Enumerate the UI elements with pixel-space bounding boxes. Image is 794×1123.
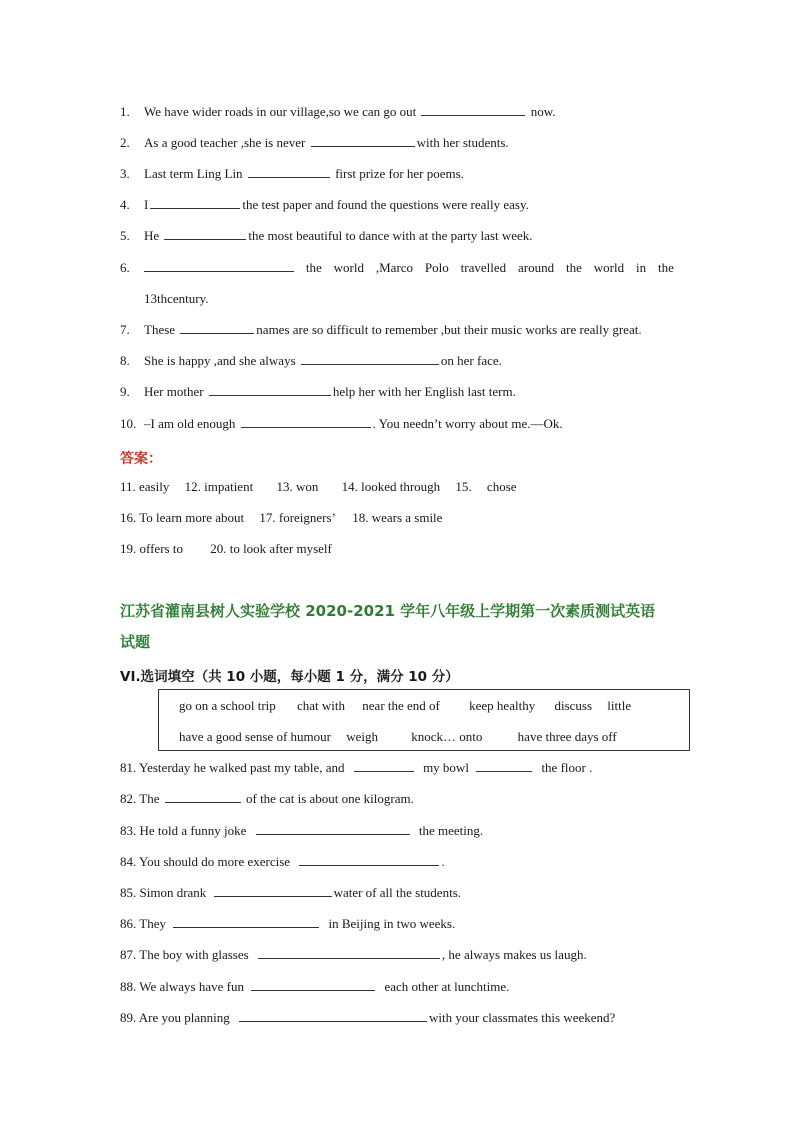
word-option: keep healthy (469, 698, 536, 713)
answers-row-1: 11. easily 12. impatient 13. won 14. looked through 15. chose (120, 479, 517, 494)
question-3: 3. Last term Ling Lin first prize for her poems. (120, 166, 464, 181)
answer-blank[interactable] (251, 979, 375, 991)
word-option: near the end of (362, 698, 440, 713)
answer-blank[interactable] (239, 1010, 427, 1022)
question-86: 86. They in Beijing in two weeks. (120, 916, 456, 931)
answer-blank[interactable] (165, 791, 241, 803)
answer-blank[interactable] (476, 760, 532, 772)
answer-blank[interactable] (241, 416, 371, 428)
question-7: 7. These names are so difficult to remember ,but their music works are really great. (120, 322, 642, 337)
question-6: the world ,Marco Polo travelled around the world in the (144, 260, 674, 276)
answer-blank[interactable] (354, 760, 414, 772)
question-85: 85. Simon drank water of all the students. (120, 885, 461, 900)
word-option: have a good sense of humour (179, 729, 331, 744)
word-option: chat with (297, 698, 346, 713)
answer-blank[interactable] (248, 166, 330, 178)
answer-blank[interactable] (164, 228, 246, 240)
question-2: 2. As a good teacher ,she is never with her students. (120, 135, 509, 150)
word-option: little (607, 698, 632, 713)
question-8: 8. She is happy ,and she always on her face. (120, 353, 502, 368)
answer-blank[interactable] (421, 104, 525, 116)
word-box-row-1 (179, 698, 631, 714)
question-84: 84. You should do more exercise . (120, 854, 445, 869)
question-10: 10. –I am old enough . You needn’t worry about me.—Ok. (120, 416, 563, 431)
question-6-continuation: 13thcentury. (144, 291, 209, 306)
question-1: 1. We have wider roads in our village,so we can go out now. (120, 104, 556, 119)
word-box (158, 689, 690, 751)
answers-row-2: 16. To learn more about 17. foreigners’ 18. wears a smile (120, 510, 443, 525)
word-option: go on a school trip (179, 698, 276, 713)
question-81: 81. Yesterday he walked past my table, and my bowl the floor . (120, 760, 593, 775)
exam-title-line-2: 试题 (120, 633, 151, 651)
question-87: 87. The boy with glasses , he always makes us laugh. (120, 947, 587, 962)
answer-blank[interactable] (256, 823, 410, 835)
answer-blank[interactable] (150, 197, 240, 209)
answer-blank[interactable] (258, 947, 440, 959)
answer-blank[interactable] (214, 885, 332, 897)
answer-blank[interactable] (173, 916, 319, 928)
word-option: weigh (346, 729, 379, 744)
answer-blank[interactable] (144, 260, 294, 272)
question-89: 89. Are you planning with your classmates this weekend? (120, 1010, 616, 1025)
word-option: discuss (554, 698, 593, 713)
section-heading: VI.选词填空（共 10 小题，每小题 1 分，满分 10 分） (120, 669, 459, 685)
question-83: 83. He told a funny joke the meeting. (120, 823, 484, 838)
question-5: 5. He the most beautiful to dance with at the party last week. (120, 228, 533, 243)
word-option: have three days off (517, 729, 617, 744)
answer-blank[interactable] (209, 384, 331, 396)
question-9: 9. Her mother help her with her English last term. (120, 384, 516, 399)
word-box-row-2 (179, 729, 617, 745)
question-88: 88. We always have fun each other at lunchtime. (120, 979, 510, 994)
exam-title-line-1: 江苏省灌南县树人实验学校 2020-2021 学年八年级上学期第一次素质测试英语 (120, 602, 656, 620)
question-6-number: 6. (120, 260, 130, 275)
word-option: knock… onto (411, 729, 483, 744)
answers-row-3: 19. offers to 20. to look after myself (120, 541, 332, 556)
question-4: 4. I the test paper and found the questions were really easy. (120, 197, 529, 212)
answer-blank[interactable] (311, 135, 415, 147)
answer-blank[interactable] (180, 322, 254, 334)
answer-blank[interactable] (301, 353, 439, 365)
answer-blank[interactable] (299, 854, 439, 866)
answers-heading: 答案： (120, 451, 162, 467)
question-82: 82. The of the cat is about one kilogram. (120, 791, 414, 806)
